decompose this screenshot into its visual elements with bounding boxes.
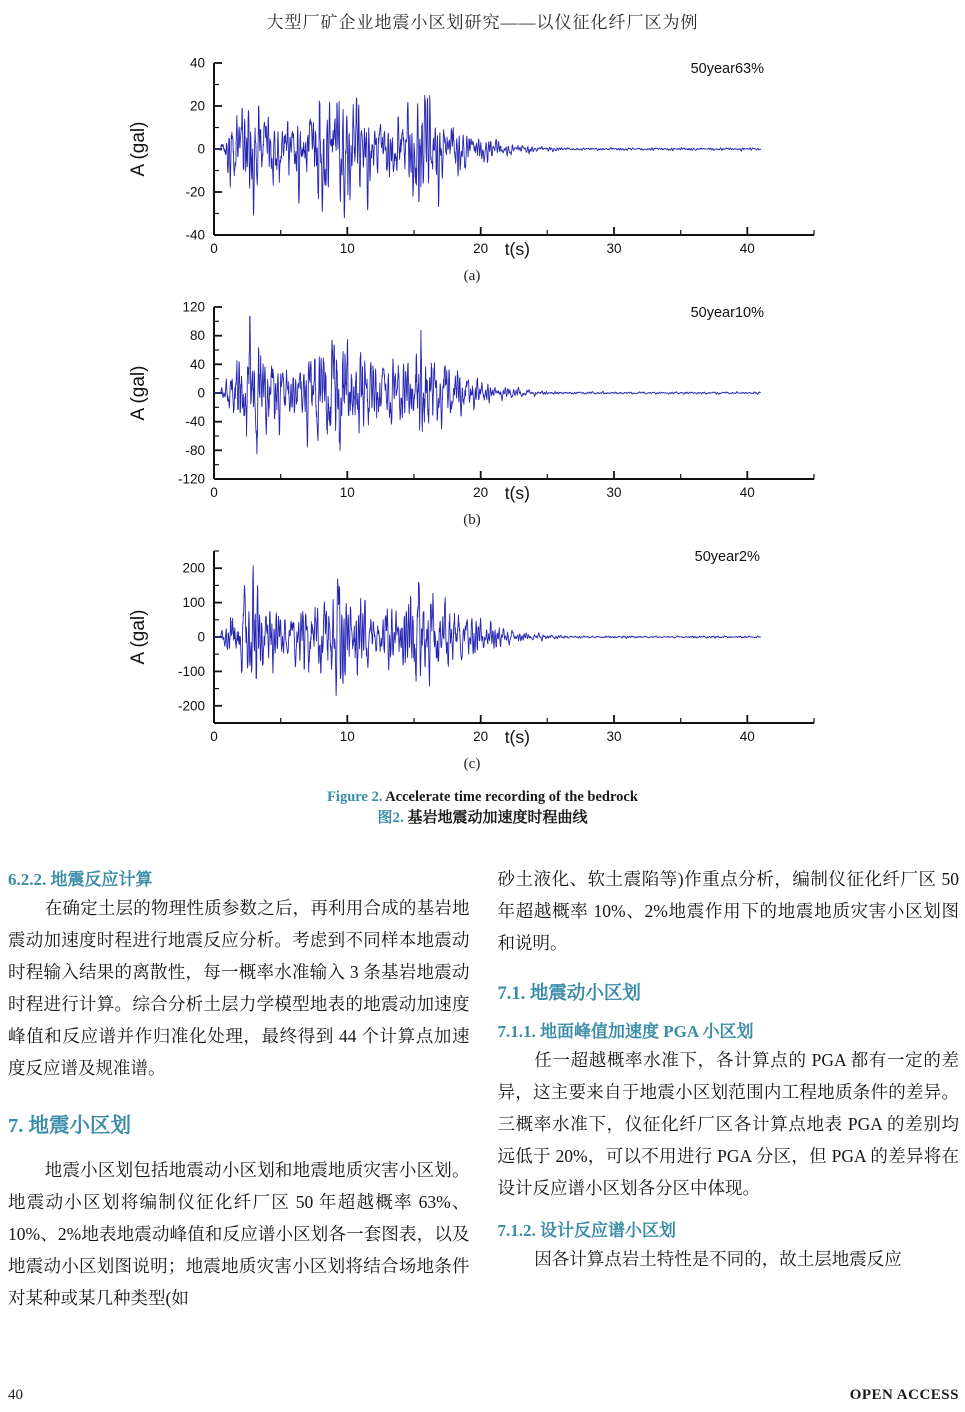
left-column — [8, 863, 470, 1314]
figure-caption — [0, 787, 965, 829]
y-axis-tick-label: 80 — [189, 328, 205, 344]
heading-7-1: 7.1. 地震动小区划 — [497, 984, 641, 1004]
x-axis-tick-label: 0 — [210, 729, 218, 744]
page-footer — [8, 1387, 959, 1404]
heading-6-2-2: 6.2.2. 地震反应计算 — [8, 870, 153, 889]
paragraph-7-continued: 砂土液化、软土震陷等)作重点分析，编制仪征化纤厂区 50 年超越概率 10%、2%地震作用下的地震地质灾害小区划图和说明。 — [497, 869, 959, 953]
waveform-chart-50year63 — [122, 49, 822, 267]
figure-caption-en — [0, 787, 965, 808]
y-axis-tick-label: 0 — [197, 141, 205, 157]
figure-caption-label-en: Figure 2. — [327, 789, 383, 805]
x-axis-tick-label: 10 — [339, 241, 355, 256]
y-axis-tick-label: -20 — [185, 184, 205, 200]
chart-block-b — [122, 293, 822, 533]
x-axis-tick-label: 20 — [473, 241, 489, 256]
figure-caption-text-en: Accelerate time recording of the bedrock — [382, 789, 638, 805]
heading-7-1-1: 7.1.1. 地面峰值加速度 PGA 小区划 — [497, 1022, 754, 1041]
chart-sublabel-c: (c) — [463, 756, 481, 772]
y-axis-tick-label: 120 — [182, 299, 205, 315]
paragraph-6-2-2: 在确定土层的物理性质参数之后，再利用合成的基岩地震动加速度时程进行地震反应分析。考虑到不同样本地震动时程输入结果的离散性，每一概率水准输入 3 条基岩地震动时程进行计算。综合分析土层力学模型地表的地震动加速度峰值和反应谱并作归准化处理，最终得到 44 个计算点加速度反应谱及规准谱。 — [8, 898, 470, 1078]
y-axis-tick-label: -200 — [177, 698, 205, 714]
body-text — [0, 863, 965, 1314]
x-axis-tick-label: 10 — [339, 485, 355, 500]
y-axis-tick-label: 40 — [189, 55, 205, 71]
paragraph-7-1-1: 任一超越概率水准下，各计算点的 PGA 都有一定的差异，这主要来自于地震小区划范围内工程地质条件的差异。三概率水准下，仪征化纤厂区各计算点地表 PGA 的差别均远低于 20%，可以不用进行 PGA 分区，但 PGA 的差异将在设计反应谱小区划各分区中体现。 — [497, 1050, 959, 1198]
chart-block-c — [122, 537, 822, 777]
waveform-trace — [214, 95, 761, 218]
y-axis-tick-label: 20 — [189, 98, 205, 114]
y-axis-tick-label: -40 — [185, 227, 205, 243]
page-header-title: 大型厂矿企业地震小区划研究——以仪征化纤厂区为例 — [266, 13, 699, 32]
y-axis-title: A (gal) — [128, 609, 149, 665]
y-axis-tick-label: 0 — [197, 385, 205, 401]
y-axis-tick-label: -120 — [177, 471, 205, 487]
y-axis-tick-label: 0 — [197, 629, 205, 645]
x-axis-tick-label: 40 — [739, 485, 755, 500]
y-axis-tick-label: -100 — [177, 663, 205, 679]
waveform-trace — [214, 566, 761, 696]
annotation-label: 50year10% — [690, 305, 764, 321]
x-axis-tick-label: 20 — [473, 485, 489, 500]
y-axis-tick-label: 200 — [182, 560, 205, 576]
y-axis-title: A (gal) — [128, 365, 149, 421]
paragraph-7: 地震小区划包括地震动小区划和地震地质灾害小区划。地震动小区划将编制仪征化纤厂区 50 年超越概率 63%、10%、2%地表地震动峰值和反应谱小区划各一套图表，以及地震动小区划图说明；地震地质灾害小区划将结合场地条件对某种或某几种类型(如 — [8, 1160, 470, 1308]
y-axis-tick-label: -40 — [185, 414, 205, 430]
x-axis-tick-label: 20 — [473, 729, 489, 744]
x-axis-tick-label: 0 — [210, 241, 218, 256]
x-axis-tick-label: 30 — [606, 241, 622, 256]
x-axis-title: t(s) — [504, 727, 530, 747]
x-axis-tick-label: 30 — [606, 485, 622, 500]
chart-sublabel-a: (a) — [463, 268, 481, 284]
heading-7: 7. 地震小区划 — [8, 1115, 131, 1137]
figure-2 — [122, 49, 822, 777]
open-access-label: OPEN ACCESS — [849, 1387, 959, 1403]
annotation-label: 50year2% — [694, 549, 760, 565]
x-axis-title: t(s) — [504, 483, 530, 503]
x-axis-title: t(s) — [504, 239, 530, 259]
chart-sublabel-b: (b) — [463, 512, 481, 528]
y-axis-tick-label: 40 — [189, 356, 205, 372]
x-axis-tick-label: 40 — [739, 241, 755, 256]
x-axis-tick-label: 30 — [606, 729, 622, 744]
figure-caption-text-cn: 基岩地震动加速度时程曲线 — [403, 810, 588, 826]
annotation-label: 50year63% — [690, 61, 764, 77]
waveform-trace — [214, 316, 761, 454]
x-axis-tick-label: 40 — [739, 729, 755, 744]
y-axis-tick-label: -80 — [185, 442, 205, 458]
y-axis-tick-label: 100 — [182, 595, 205, 611]
waveform-chart-50year2 — [122, 537, 822, 755]
paragraph-7-1-2: 因各计算点岩土特性是不同的，故土层地震反应 — [534, 1249, 902, 1269]
y-axis-title: A (gal) — [128, 121, 149, 177]
figure-caption-cn — [0, 808, 965, 829]
figure-caption-label-cn: 图2. — [377, 810, 404, 826]
heading-7-1-2: 7.1.2. 设计反应谱小区划 — [497, 1221, 676, 1240]
right-column — [498, 863, 960, 1314]
x-axis-tick-label: 0 — [210, 485, 218, 500]
page-number: 40 — [8, 1387, 23, 1403]
x-axis-tick-label: 10 — [339, 729, 355, 744]
chart-block-a — [122, 49, 822, 289]
waveform-chart-50year10 — [122, 293, 822, 511]
